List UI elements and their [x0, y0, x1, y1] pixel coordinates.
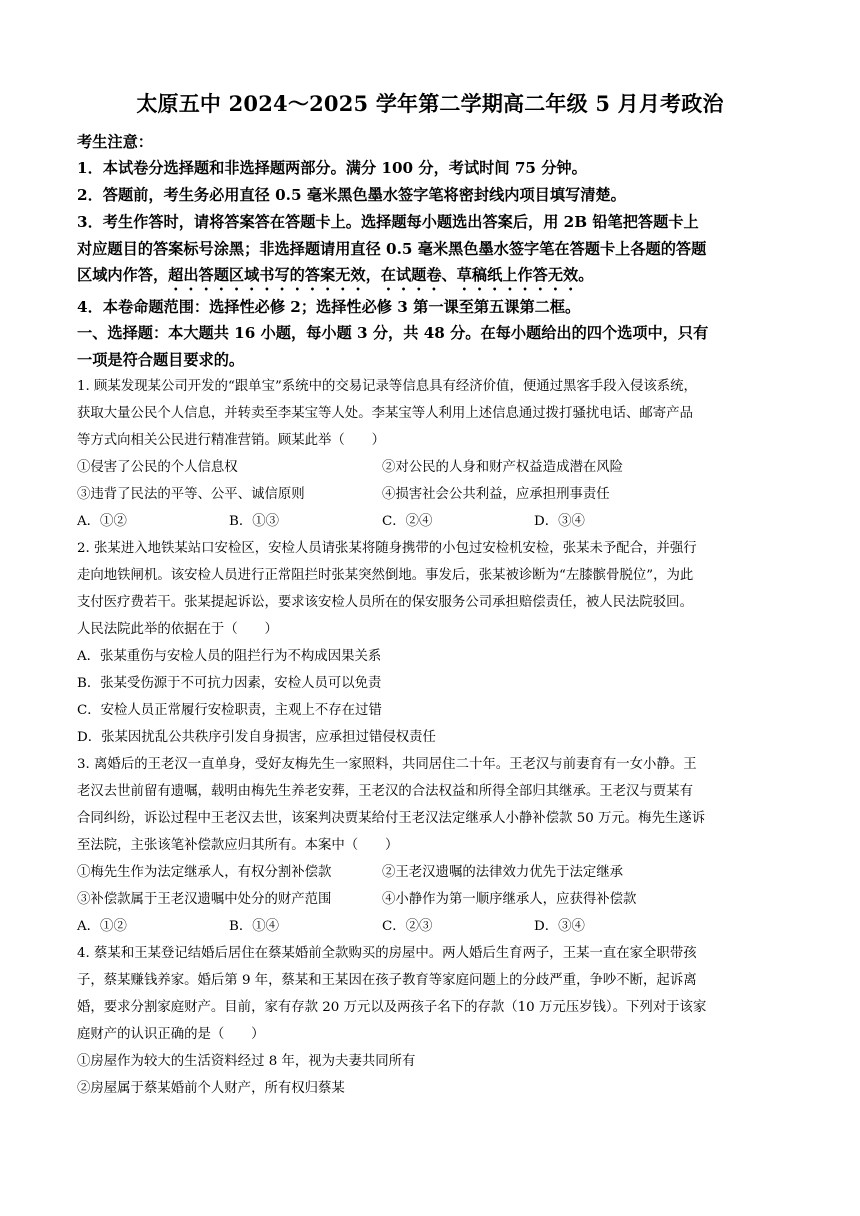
q3-item-4: ④小静作为第一顺序继承人，应获得补偿款: [382, 892, 637, 907]
notice-item-3b: 对应题目的答案标号涂黑；非选择题请用直径 0.5 毫米黑色墨水签字笔在答题卡上各题的答题: [77, 240, 707, 258]
notice-item-3c-pre: 区域内作答，: [77, 266, 169, 284]
q3-choice-a: A．①②: [77, 919, 127, 934]
q1-choice-a: A．①②: [77, 514, 127, 529]
q2-stem-line4: 人民法院此举的依据在于（ ）: [77, 622, 278, 637]
q1-stem-line3: 等方式向相关公民进行精准营销。顾某此举（ ）: [77, 433, 385, 448]
q2-stem-line1: 2. 张某进入地铁某站口安检区，安检人员请张某将随身携带的小包过安检机安检，张某未予配合，并强行: [77, 541, 697, 556]
exam-title: 太原五中 2024～2025 学年第二学期高二年级 5 月月考政治: [136, 91, 724, 116]
section-heading-line2: 一项是符合题目要求的。: [77, 351, 245, 369]
q3-stem-line3: 合同纠纷，诉讼过程中王老汉去世，该案判决贾某给付王老汉法定继承人小静补偿款 50 万元。梅先生遂诉: [77, 811, 706, 826]
q3-choice-b: B．①④: [229, 919, 280, 934]
q2-stem-line2: 走向地铁闸机。该安检人员进行正常阻拦时张某突然倒地。事发后，张某被诊断为“左膝髌骨脱位”，为此: [77, 568, 694, 583]
q1-item-3: ③违背了民法的平等、公平、诚信原则: [77, 487, 305, 502]
q3-item-3: ③补偿款属于王老汉遗嘱中处分的财产范围: [77, 892, 332, 907]
q3-choice-c: C．②③: [382, 919, 433, 934]
q1-item-4: ④损害社会公共利益，应承担刑事责任: [382, 487, 610, 502]
q3-stem-line4: 至法院，主张该笔补偿款应归其所有。本案中（ ）: [77, 838, 399, 853]
q3-choice-d: D．③④: [534, 919, 585, 934]
q1-choice-c: C．②④: [382, 514, 433, 529]
q4-stem-line2: 子，蔡某赚钱养家。婚后第 9 年，蔡某和王某因在孩子教育等家庭问题上的分歧严重，争吵不断，起诉离: [77, 973, 697, 988]
q4-stem-line1: 4. 蔡某和王某登记结婚后居住在蔡某婚前全款购买的房屋中。两人婚后生育两子，王某一直在家全职带孩: [77, 946, 697, 961]
q2-stem-line3: 支付医疗费若干。张某提起诉讼，要求该安检人员所在的保安服务公司承担赔偿责任，被人民法院驳回。: [77, 595, 693, 610]
q3-item-2: ②王老汉遗嘱的法律效力优先于法定继承: [382, 865, 624, 880]
section-heading-line1: 一、选择题：本大题共 16 小题，每小题 3 分，共 48 分。在每小题给出的四个选项中，只有: [77, 324, 709, 342]
q1-choice-b: B．①③: [229, 514, 280, 529]
q1-item-1: ①侵害了公民的个人信息权: [77, 460, 238, 475]
q2-choice-b: B．张某受伤源于不可抗力因素，安检人员可以免责: [77, 676, 382, 691]
notice-item-3c-emphasis: 超出答题区域书写的答案无效，在试题卷、草稿纸上作答无效: [168, 266, 579, 284]
q1-choice-d: D．③④: [534, 514, 585, 529]
q3-stem-line1: 3. 离婚后的王老汉一直单身，受好友梅先生一家照料，共同居住二十年。王老汉与前妻育有一女小静。王: [77, 757, 697, 772]
q2-choice-c: C．安检人员正常履行安检职责，主观上不存在过错: [77, 703, 382, 718]
notice-item-3c-post: 。: [578, 266, 594, 284]
q4-stem-line4: 庭财产的认识正确的是（ ）: [77, 1027, 265, 1042]
q3-stem-line2: 老汉去世前留有遗嘱，载明由梅先生养老安葬，王老汉的合法权益和所得全部归其继承。王老汉与贾某有: [77, 784, 693, 799]
q4-stem-line3: 婚，要求分割家庭财产。目前，家有存款 20 万元以及两孩子名下的存款（10 万元压岁钱）。下列对于该家: [77, 1000, 707, 1015]
q4-item-2: ②房屋属于蔡某婚前个人财产，所有权归蔡某: [77, 1081, 345, 1096]
notice-heading: 考生注意：: [77, 133, 153, 151]
q1-item-2: ②对公民的人身和财产权益造成潜在风险: [382, 460, 624, 475]
notice-item-1: 1．本试卷分选择题和非选择题两部分。满分 100 分，考试时间 75 分钟。: [77, 159, 587, 177]
q3-item-1: ①梅先生作为法定继承人，有权分割补偿款: [77, 865, 332, 880]
q2-choice-d: D．张某因扰乱公共秩序引发自身损害，应承担过错侵权责任: [77, 730, 436, 745]
notice-item-4: 4．本卷命题范围：选择性必修 2；选择性必修 3 第一课至第五课第二框。: [77, 298, 581, 316]
notice-item-3a: 3．考生作答时，请将答案答在答题卡上。选择题每小题选出答案后，用 2B 铅笔把答题卡上: [77, 213, 699, 231]
notice-item-3c: [77, 265, 787, 294]
q4-item-1: ①房屋作为较大的生活资料经过 8 年，视为夫妻共同所有: [77, 1054, 416, 1069]
q1-stem-line2: 获取大量公民个人信息，并转卖至李某宝等人处。李某宝等人利用上述信息通过拨打骚扰电话、邮寄产品: [77, 406, 693, 421]
q2-choice-a: A．张某重伤与安检人员的阻拦行为不构成因果关系: [77, 649, 382, 664]
notice-item-2: 2．答题前，考生务必用直径 0.5 毫米黑色墨水签字笔将密封线内项目填写清楚。: [77, 186, 626, 204]
q1-stem-line1: 1. 顾某发现某公司开发的“跟单宝”系统中的交易记录等信息具有经济价值，便通过黑客手段入侵该系统，: [77, 379, 697, 394]
